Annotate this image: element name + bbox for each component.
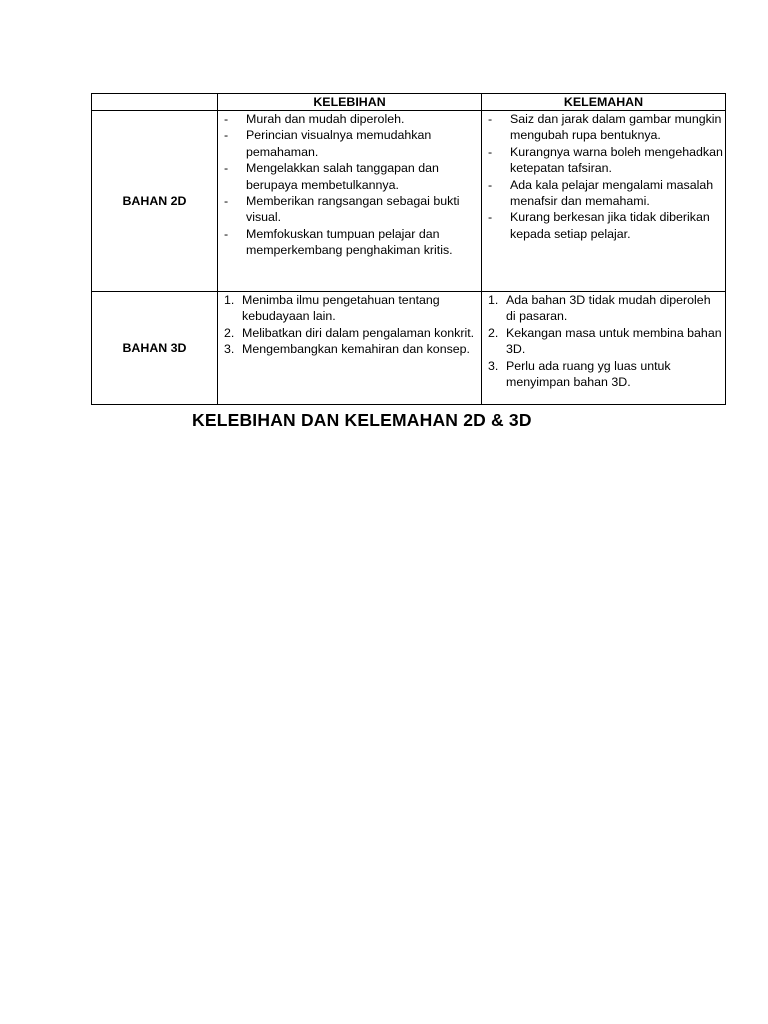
list-item — [224, 325, 479, 341]
number-marker: 2. — [224, 325, 235, 340]
list-item — [224, 160, 479, 193]
list-item-text: Perlu ada ruang yg luas untuk menyimpan bahan 3D. — [506, 358, 671, 390]
list-item-text: Ada kala pelajar mengalami masalah menafsir dan memahami. — [510, 177, 714, 209]
bullet-marker: - — [224, 128, 229, 143]
list-item-text: Memberikan rangsangan sebagai bukti visual. — [246, 194, 460, 225]
list-item-text: Mengelakkan salah tanggapan dan berupaya membetulkannya. — [246, 161, 439, 192]
cell-3d-kelemahan — [482, 292, 726, 405]
list-item — [224, 341, 479, 357]
list-item-text: Kekangan masa untuk membina bahan 3D. — [506, 325, 722, 357]
list-item — [224, 127, 479, 160]
header-empty — [92, 94, 218, 111]
row-label-3d: BAHAN 3D — [92, 292, 218, 405]
list-item — [224, 292, 479, 325]
list-item-text: Melibatkan diri dalam pengalaman konkrit. — [242, 325, 475, 340]
list-item-text: Kurang berkesan jika tidak diberikan kepada setiap pelajar. — [510, 210, 710, 241]
number-marker: 3. — [488, 358, 499, 373]
list-item-text: Menimba ilmu pengetahuan tentang kebudayaan lain. — [242, 293, 440, 324]
list-item-text: Saiz dan jarak dalam gambar mungkin mengubah rupa bentuknya. — [510, 112, 722, 143]
bullet-marker: - — [224, 161, 229, 176]
list-item — [224, 226, 479, 259]
list-2d-kelebihan — [218, 111, 481, 259]
list-item — [224, 111, 479, 127]
list-item — [488, 292, 723, 325]
bullet-marker: - — [488, 177, 493, 192]
bullet-marker: - — [488, 210, 493, 225]
list-item-text: Ada bahan 3D tidak mudah diperoleh di pasaran. — [506, 293, 711, 324]
list-item — [488, 111, 723, 144]
number-marker: 1. — [224, 293, 235, 307]
bullet-marker: - — [224, 194, 229, 209]
list-2d-kelemahan — [482, 111, 725, 242]
list-item-text: Memfokuskan tumpuan pelajar dan memperkembang penghakiman kritis. — [246, 226, 453, 258]
number-marker: 3. — [224, 342, 235, 357]
header-kelemahan: KELEMAHAN — [482, 94, 726, 111]
list-item-text: Kurangnya warna boleh mengehadkan ketepatan tafsiran. — [510, 144, 723, 176]
bullet-marker: - — [224, 112, 229, 126]
comparison-table — [91, 93, 726, 405]
cell-3d-kelebihan — [218, 292, 482, 405]
number-marker: 2. — [488, 325, 499, 340]
list-3d-kelebihan — [218, 292, 481, 358]
list-item — [488, 358, 723, 391]
cell-2d-kelemahan — [482, 111, 726, 292]
header-kelebihan: KELEBIHAN — [218, 94, 482, 111]
list-item-text: Mengembangkan kemahiran dan konsep. — [242, 342, 470, 357]
list-item-text: Perincian visualnya memudahkan pemahaman. — [246, 128, 432, 159]
header-row — [92, 94, 726, 111]
list-item — [488, 144, 723, 177]
table-row-3d — [92, 292, 726, 405]
bullet-marker: - — [488, 144, 493, 159]
bullet-marker: - — [488, 112, 493, 126]
number-marker: 1. — [488, 293, 499, 307]
cell-2d-kelebihan — [218, 111, 482, 292]
list-3d-kelemahan — [482, 292, 725, 390]
table-row-2d — [92, 111, 726, 292]
list-item — [488, 177, 723, 210]
list-item — [488, 325, 723, 358]
list-item — [488, 209, 723, 242]
row-label-2d: BAHAN 2D — [92, 111, 218, 292]
bullet-marker: - — [224, 226, 229, 241]
list-item-text: Murah dan mudah diperoleh. — [246, 112, 405, 126]
document-caption: KELEBIHAN DAN KELEMAHAN 2D & 3D — [192, 410, 532, 430]
list-item — [224, 193, 479, 226]
